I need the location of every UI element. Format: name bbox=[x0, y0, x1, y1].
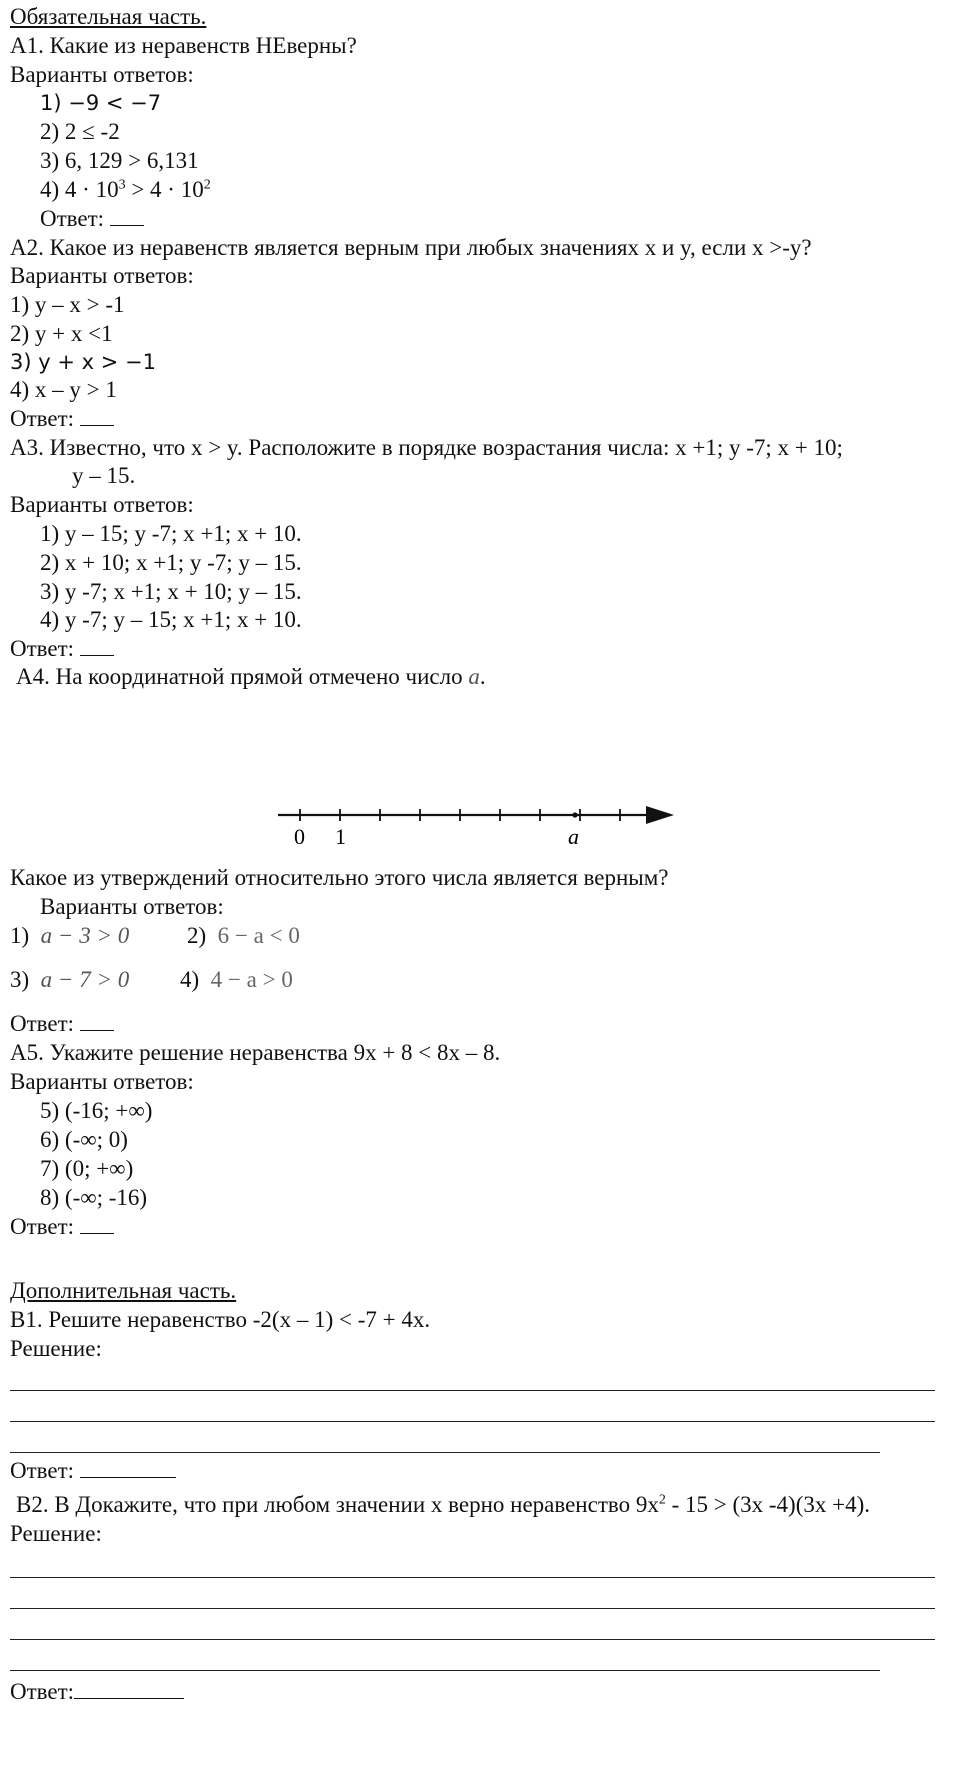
b1-question: В1. Решите неравенство -2(x – 1) < -7 + 4x. bbox=[10, 1307, 431, 1332]
mandatory-heading: Обязательная часть. bbox=[10, 4, 207, 29]
extra-heading: Дополнительная часть. bbox=[10, 1278, 237, 1303]
a2-answer-blank[interactable] bbox=[80, 405, 114, 426]
a1-answer-blank[interactable] bbox=[110, 205, 144, 226]
a3-option-1: 1) y – 15; y -7; x +1; x + 10. bbox=[40, 521, 302, 546]
a4-option-4: 4) 4 − a > 0 bbox=[180, 967, 293, 992]
b1-solution-label: Решение: bbox=[10, 1336, 102, 1361]
a1-option-1: 1) −9 < −7 bbox=[40, 91, 162, 115]
a1-question: А1. Какие из неравенств НЕверны? bbox=[10, 33, 357, 58]
a5-option-8: 8) (-∞; -16) bbox=[40, 1185, 148, 1210]
b1-solution-line-3[interactable] bbox=[10, 1452, 880, 1453]
a4-answer: Ответ: bbox=[10, 1010, 114, 1038]
b2-solution-label: Решение: bbox=[10, 1521, 102, 1546]
a2-variants-label: Варианты ответов: bbox=[10, 263, 194, 288]
a1-option-2: 2) 2 ≤ -2 bbox=[40, 119, 120, 144]
b1-solution-line-2[interactable] bbox=[10, 1421, 935, 1422]
a2-answer: Ответ: bbox=[10, 405, 114, 433]
a3-option-2: 2) x + 10; x +1; y -7; y – 15. bbox=[40, 550, 302, 575]
b1-answer-blank[interactable] bbox=[80, 1457, 176, 1478]
a4-option-2: 2) 6 − a < 0 bbox=[187, 923, 300, 948]
a5-option-6: 6) (-∞; 0) bbox=[40, 1127, 128, 1152]
b2-solution-line-3[interactable] bbox=[10, 1639, 935, 1640]
number-line-label-a: a bbox=[568, 824, 579, 849]
b2-solution-line-2[interactable] bbox=[10, 1608, 935, 1609]
a3-option-3: 3) y -7; x +1; x + 10; y – 15. bbox=[40, 579, 302, 604]
a2-option-4: 4) x – y > 1 bbox=[10, 377, 117, 402]
a3-question-line1: А3. Известно, что x > y. Расположите в порядке возрастания числа: x +1; y -7; x + 10; bbox=[10, 435, 843, 460]
a5-option-7: 7) (0; +∞) bbox=[40, 1156, 134, 1181]
number-line-label-1: 1 bbox=[335, 824, 346, 849]
a4-answer-blank[interactable] bbox=[80, 1010, 114, 1031]
b1-solution-line-1[interactable] bbox=[10, 1390, 935, 1391]
a4-option-1: 1) a − 3 > 0 bbox=[10, 923, 130, 948]
a3-answer: Ответ: bbox=[10, 635, 114, 663]
a2-question: А2. Какое из неравенств является верным при любых значениях x и y, если x >-y? bbox=[10, 235, 812, 260]
a2-option-2: 2) y + x <1 bbox=[10, 321, 113, 346]
a4-question: А4. На координатной прямой отмечено число a. bbox=[16, 664, 486, 689]
number-line-arrow bbox=[646, 806, 674, 824]
a5-answer: Ответ: bbox=[10, 1213, 114, 1241]
number-line bbox=[270, 800, 680, 850]
number-line-point-a bbox=[572, 812, 577, 817]
b2-question: В2. В Докажите, что при любом значении x верно неравенство $9x^2 - 15 > (3x$ -4)(3x +4). bbox=[16, 1492, 870, 1517]
a3-option-4: 4) y -7; y – 15; x +1; x + 10. bbox=[40, 607, 302, 632]
b1-answer: Ответ: bbox=[10, 1457, 176, 1485]
a2-option-3: 3) y + x > −1 bbox=[10, 350, 156, 374]
b2-solution-line-1[interactable] bbox=[10, 1577, 935, 1578]
number-line-label-0: 0 bbox=[294, 824, 305, 849]
b2-answer: Ответ: bbox=[10, 1678, 184, 1706]
a1-option-4: 4) $4 \cdot 10^3 > 4 \cdot 10^2$ bbox=[40, 177, 211, 202]
a3-answer-blank[interactable] bbox=[80, 635, 114, 656]
b2-solution-line-4[interactable] bbox=[10, 1670, 880, 1671]
a2-option-1: 1) y – x > -1 bbox=[10, 292, 125, 317]
a1-answer: Ответ: bbox=[40, 205, 144, 233]
a3-variants-label: Варианты ответов: bbox=[10, 492, 194, 517]
a5-answer-blank[interactable] bbox=[80, 1213, 114, 1234]
a4-statement: Какое из утверждений относительно этого числа является верным? bbox=[10, 865, 669, 890]
a4-variants-label: Варианты ответов: bbox=[40, 894, 224, 919]
a5-option-5: 5) (-16; +∞) bbox=[40, 1098, 153, 1123]
b2-answer-blank[interactable] bbox=[74, 1678, 184, 1699]
a3-question-line2: y – 15. bbox=[72, 463, 136, 488]
a1-option-3: 3) 6, 129 > 6,131 bbox=[40, 148, 199, 173]
a5-question: А5. Укажите решение неравенства 9x + 8 < 8x – 8. bbox=[10, 1040, 501, 1065]
a4-option-3: 3) a − 7 > 0 bbox=[10, 967, 130, 992]
a1-variants-label: Варианты ответов: bbox=[10, 62, 194, 87]
a5-variants-label: Варианты ответов: bbox=[10, 1069, 194, 1094]
